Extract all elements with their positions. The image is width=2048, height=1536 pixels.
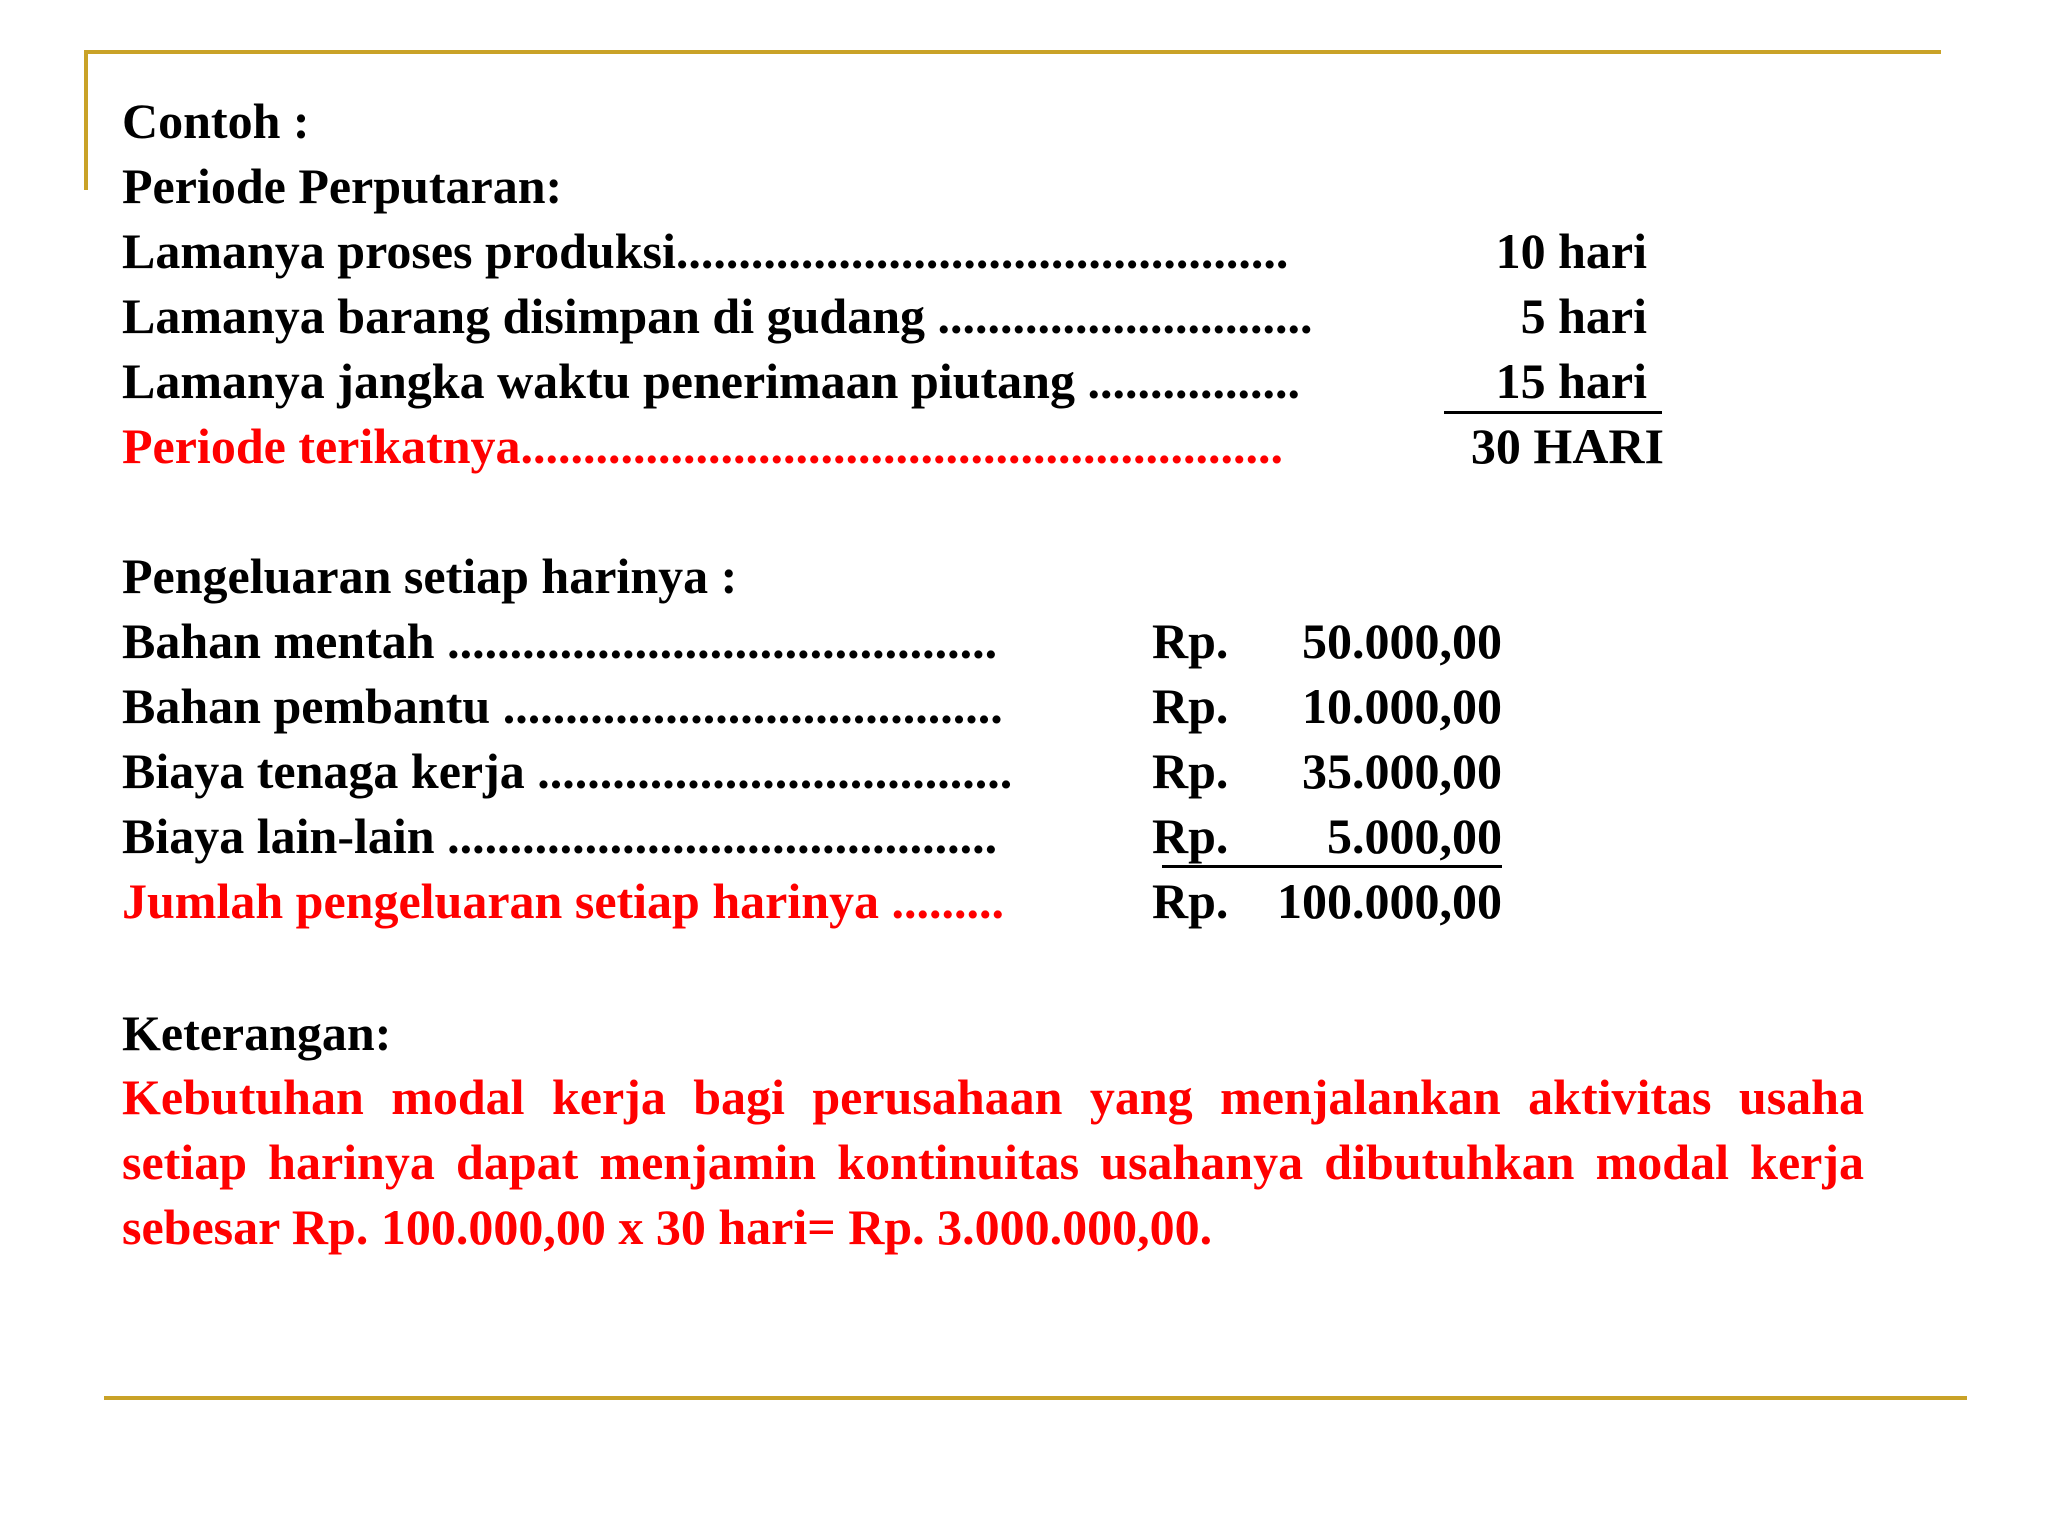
periode-total-value: 30 HARI bbox=[1470, 418, 1664, 474]
amount-value: 10.000,00 bbox=[1302, 678, 1502, 734]
periode-total-label: Periode terikatnya............................................................. bbox=[122, 418, 1284, 474]
pengeluaran-label: Biaya lain-lain ............................................ bbox=[122, 808, 998, 864]
periode-row bbox=[122, 218, 1647, 284]
amount-value: 35.000,00 bbox=[1302, 743, 1502, 799]
periode-heading: Periode Perputaran: bbox=[122, 158, 563, 214]
pengeluaran-label: Bahan mentah ............................................ bbox=[122, 613, 998, 669]
periode-row bbox=[122, 283, 1647, 349]
pengeluaran-label: Biaya tenaga kerja ...................................... bbox=[122, 743, 1013, 799]
currency-label: Rp. bbox=[1152, 613, 1229, 669]
pengeluaran-total-row bbox=[122, 868, 1502, 934]
currency-label: Rp. bbox=[1152, 743, 1229, 799]
frame-bottom-rule bbox=[104, 1396, 1967, 1400]
currency-label: Rp. bbox=[1152, 808, 1229, 864]
keterangan-paragraph: Kebutuhan modal kerja bagi perusahaan yang menjalankan aktivitas usaha setiap harinya dapat menjamin kontinuitas usahanya dibutuhkan modal kerja sebesar Rp. 100.000,00 x 30 hari= Rp. 3.000.000,00. bbox=[122, 1069, 1864, 1255]
frame-left-rule bbox=[84, 50, 88, 190]
pengeluaran-total-label: Jumlah pengeluaran setiap harinya ......... bbox=[122, 873, 1005, 929]
pengeluaran-row bbox=[122, 803, 1502, 869]
pengeluaran-row bbox=[122, 738, 1502, 804]
pengeluaran-row bbox=[122, 673, 1502, 739]
amount-value: 50.000,00 bbox=[1302, 613, 1502, 669]
frame-top-rule bbox=[84, 50, 1941, 54]
slide-title: Contoh : bbox=[122, 93, 310, 149]
currency-label: Rp. bbox=[1152, 678, 1229, 734]
currency-label: Rp. bbox=[1152, 873, 1229, 929]
pengeluaran-label: Bahan pembantu ........................................ bbox=[122, 678, 1003, 734]
periode-label: Lamanya jangka waktu penerimaan piutang ................. bbox=[122, 353, 1300, 409]
amount-value: 100.000,00 bbox=[1277, 873, 1502, 929]
periode-row bbox=[122, 348, 1647, 414]
pengeluaran-row bbox=[122, 608, 1502, 674]
periode-value: 5 hari bbox=[1520, 288, 1647, 344]
periode-total-row bbox=[122, 413, 1664, 479]
pengeluaran-heading: Pengeluaran setiap harinya : bbox=[122, 548, 738, 604]
keterangan-heading: Keterangan: bbox=[122, 1005, 392, 1061]
amount-value: 5.000,00 bbox=[1327, 808, 1502, 864]
periode-label: Lamanya barang disimpan di gudang .............................. bbox=[122, 288, 1313, 344]
periode-value: 10 hari bbox=[1495, 223, 1647, 279]
periode-label: Lamanya proses produksi................................................. bbox=[122, 223, 1289, 279]
periode-value: 15 hari bbox=[1495, 353, 1647, 409]
